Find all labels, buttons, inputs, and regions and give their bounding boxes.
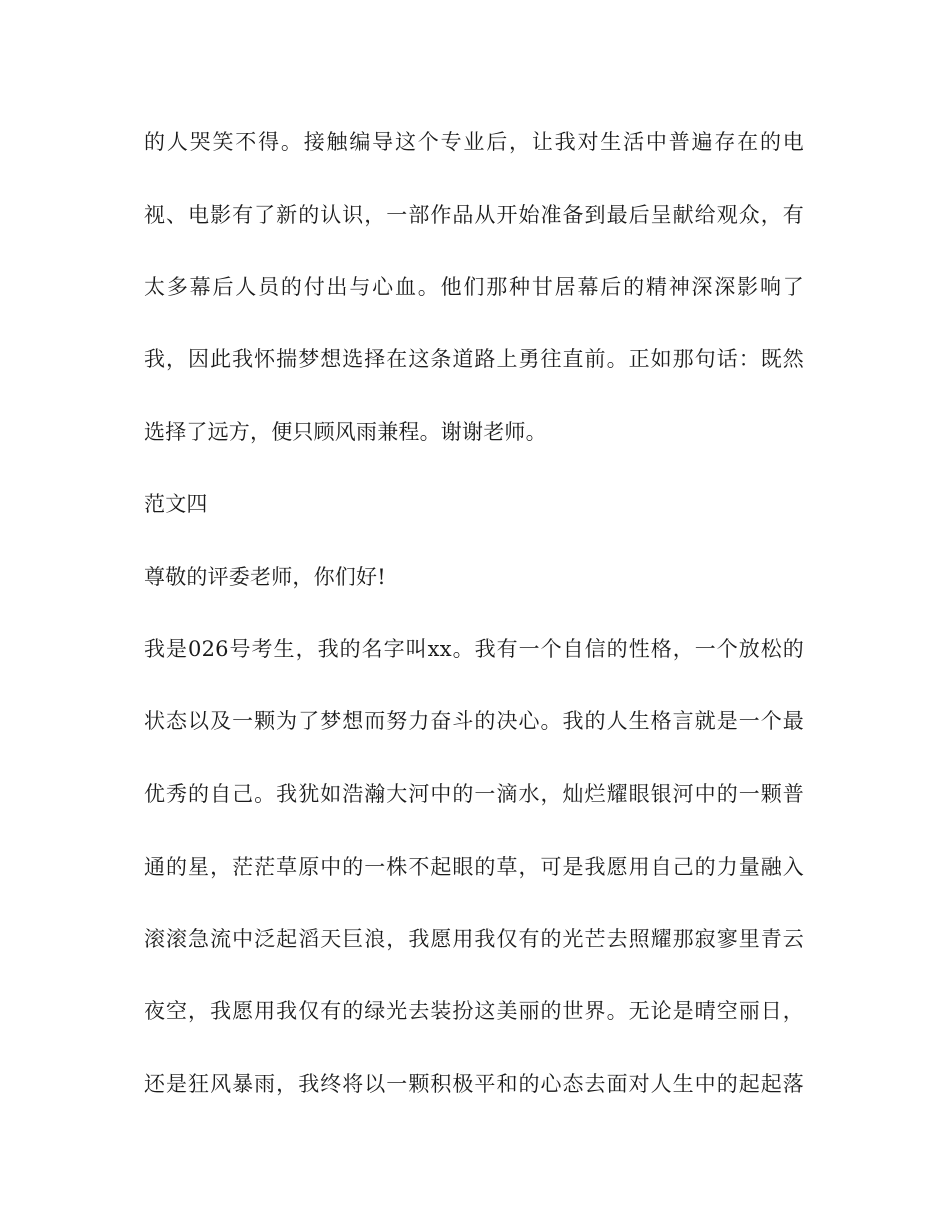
paragraph-line: 我，因此我怀揣梦想选择在这条道路上勇往直前。正如那句话：既然 [144,347,804,371]
paragraph-line: 滚滚急流中泛起滔天巨浪，我愿用我仅有的光芒去照耀那寂寥里青云 [144,927,804,951]
paragraph-line: 太多幕后人员的付出与心血。他们那种甘居幕后的精神深深影响了 [144,275,804,299]
paragraph-line: 的人哭笑不得。接触编导这个专业后，让我对生活中普遍存在的电 [144,130,804,154]
salutation-line: 尊敬的评委老师，你们好! [144,565,386,589]
paragraph-line: 通的星，茫茫草原中的一株不起眼的草，可是我愿用自己的力量融入 [144,855,804,879]
paragraph-line: 还是狂风暴雨，我终将以一颗积极平和的心态去面对人生中的起起落 [144,1072,804,1096]
paragraph-line: 状态以及一颗为了梦想而努力奋斗的决心。我的人生格言就是一个最 [144,709,804,733]
section-heading: 范文四 [144,492,208,516]
paragraph-line: 选择了远方，便只顾风雨兼程。谢谢老师。 [144,420,547,444]
paragraph-line: 优秀的自己。我犹如浩瀚大河中的一滴水，灿烂耀眼银河中的一颗普 [144,782,804,806]
paragraph-line: 视、电影有了新的认识，一部作品从开始准备到最后呈献给观众，有 [144,203,804,227]
paragraph-line: 我是026号考生，我的名字叫xx。我有一个自信的性格，一个放松的 [144,637,804,661]
paragraph-line: 夜空，我愿用我仅有的绿光去装扮这美丽的世界。无论是晴空丽日， [144,999,804,1023]
